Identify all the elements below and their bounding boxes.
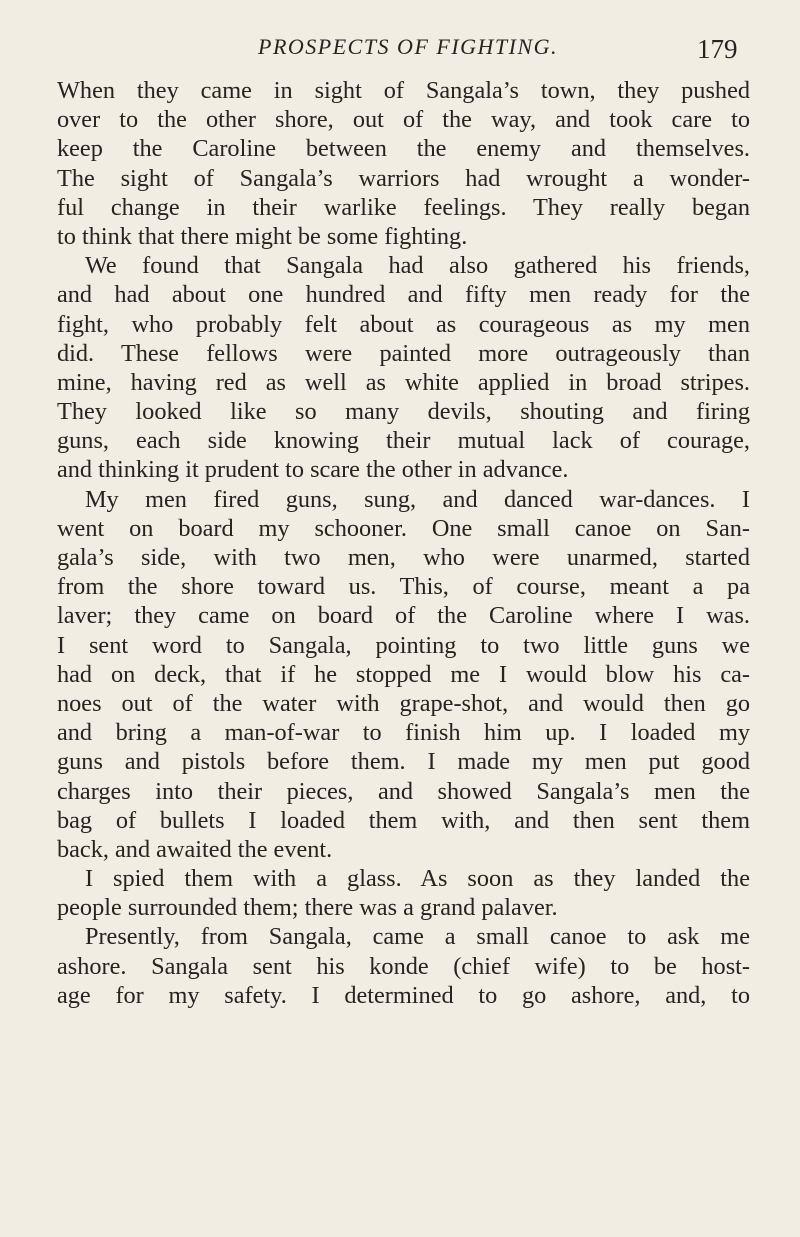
text-line: over to the other shore, out of the way, and took care to: [57, 106, 750, 134]
text-line: ashore. Sangala sent his konde (chief wife) to be host-: [57, 952, 750, 980]
page-number: 179: [697, 34, 738, 64]
text-line: keep the Caroline between the enemy and themselves.: [57, 135, 750, 163]
text-line: had on deck, that if he stopped me I would blow his ca-: [57, 660, 750, 688]
text-line: We found that Sangala had also gathered his friends,: [84, 252, 750, 280]
text-line: laver; they came on board of the Caroline where I was.: [57, 602, 750, 630]
text-line: They looked like so many devils, shouting and firing: [57, 398, 750, 426]
text-line: guns and pistols before them. I made my men put good: [57, 748, 750, 776]
text-line: did. These fellows were painted more outrageously than: [57, 339, 750, 367]
text-line: bag of bullets I loaded them with, and then sent them: [57, 806, 750, 834]
text-line: to think that there might be some fighting.: [57, 222, 468, 250]
text-line: I sent word to Sangala, pointing to two little guns we: [57, 631, 750, 659]
text-line: When they came in sight of Sangala’s town, they pushed: [57, 77, 750, 104]
text-line: guns, each side knowing their mutual lack of courage,: [57, 427, 750, 455]
text-line: charges into their pieces, and showed Sangala’s men the: [57, 777, 750, 805]
text-line: fight, who probably felt about as courageous as my men: [57, 310, 750, 338]
text-line: from the shore toward us. This, of course, meant a pa: [57, 573, 750, 601]
text-line: My men fired guns, sung, and danced war-dances. I: [84, 485, 750, 513]
text-line: and bring a man-of-war to finish him up. I loaded my: [57, 719, 750, 747]
text-line: Presently, from Sangala, came a small canoe to ask me: [84, 923, 750, 951]
running-title: PROSPECTS OF FIGHTING.: [258, 34, 559, 59]
text-line: and thinking it prudent to scare the other in advance.: [57, 456, 569, 484]
text-line: gala’s side, with two men, who were unarmed, started: [57, 544, 750, 571]
text-line: people surrounded them; there was a grand palaver.: [57, 894, 558, 922]
text-line: back, and awaited the event.: [57, 835, 333, 863]
body-text: [57, 76, 750, 1010]
text-line: I spied them with a glass. As soon as they landed the: [84, 865, 750, 893]
text-line: mine, having red as well as white applied in broad stripes.: [57, 368, 750, 396]
page-header: [0, 30, 800, 70]
text-line: and had about one hundred and fifty men ready for the: [57, 281, 750, 309]
text-line: age for my safety. I determined to go ashore, and, to: [57, 981, 750, 1009]
text-line: noes out of the water with grape-shot, and would then go: [57, 689, 750, 717]
text-line: went on board my schooner. One small canoe on San-: [57, 514, 750, 542]
text-line: The sight of Sangala’s warriors had wrought a wonder-: [57, 164, 750, 192]
text-line: ful change in their warlike feelings. They really began: [57, 193, 750, 221]
